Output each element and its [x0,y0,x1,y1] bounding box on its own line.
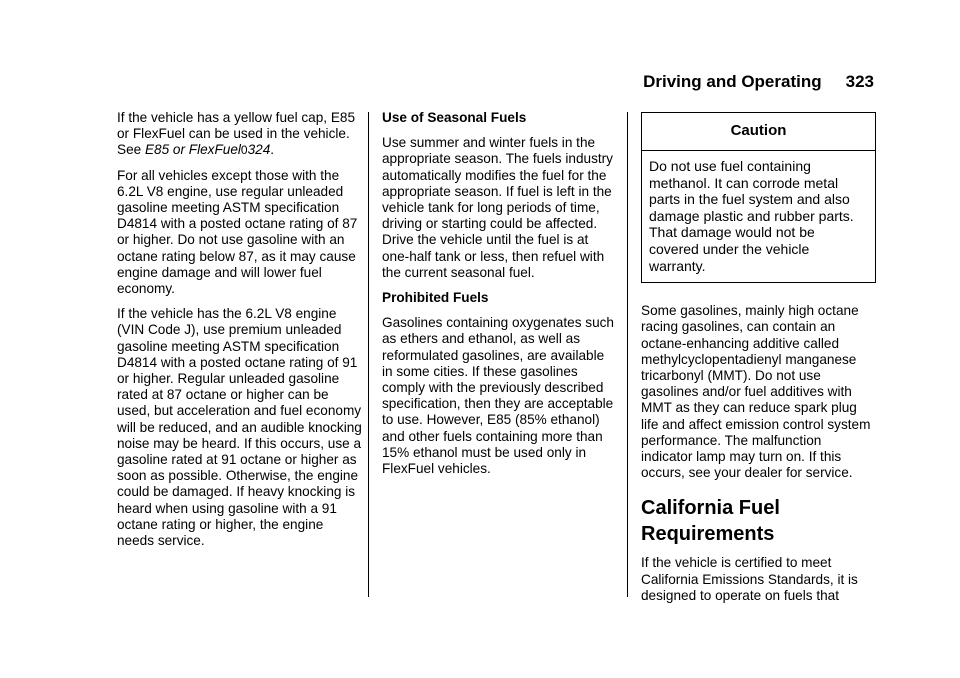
xref-e85-flexfuel[interactable]: E85 or FlexFuel [144,142,241,158]
paragraph-prohibited-fuels: Gasolines containing oxygenates such as ethers and ethanol, as well as reformulated gasolines, are available in some cities. If these gasolines comply with the previously described specification, then they are acceptable to use. However, E85 (85% ethanol) and other fuels containing more than 15% ethanol must be used only in FlexFuel vehicles. [382,315,614,477]
column-divider-left [368,112,369,597]
caution-text: Do not use fuel containing methanol. It can corrode metal parts in the fuel system and also damage plastic and rubber parts. That damage would not be covered under the vehicle warranty. [649,158,854,274]
xref-page-number[interactable]: 324 [247,142,271,158]
heading-prohibited-fuels: Prohibited Fuels [382,290,489,306]
heading-california-fuel: California Fuel Requirements [641,497,780,546]
paragraph-premium-fuel: If the vehicle has the 6.2L V8 engine (VIN Code J), use premium unleaded gasoline meeting ASTM specification D4814 with a posted octane rating of 91 or higher. Regular unleaded gasoline rated at 87 octane or higher can be used, but acceleration and fuel economy will be reduced, and an audible knocking noise may be heard. If this occurs, use a gasoline rated at 91 octane or higher as soon as possible. Otherwise, the engine could be damaged. If heavy knocking is heard when using gasoline with a 91 octane rating or higher, the engine needs service. [117,306,362,549]
section-title-header: Driving and Operating [643,72,822,91]
column-divider-right [627,112,628,597]
column-right [641,110,876,613]
caution-title: Caution [642,113,875,151]
column-left [117,110,362,558]
paragraph-punctuation: . [270,142,275,158]
paragraph-text: If the vehicle has a yellow fuel cap, E85 or FlexFuel can be used in the vehicle. See [117,110,356,158]
caution-box [641,112,876,283]
paragraph-regular-fuel: For all vehicles except those with the 6.2L V8 engine, use regular unleaded gasoline meeting ASTM specification D4814 with a posted octane rating of 87 or higher. Do not use gasoline with an octane rating below 87, as it may cause engine damage and will lower fuel economy. [117,167,358,297]
page-reference-arrow-icon: 0 [240,143,248,158]
page-header [643,72,874,92]
paragraph-fuel-cap [117,110,362,159]
paragraph-california-fuel: If the vehicle is certified to meet California Emissions Standards, it is designed to operate on fuels that [641,555,858,603]
paragraph-seasonal-fuels: Use summer and winter fuels in the appropriate season. The fuels industry automatically modifies the fuel for the appropriate season. If fuel is left in the vehicle tank for long periods of time, driving or starting could be affected. Drive the vehicle until the fuel is at one-half tank or less, then refuel with the current seasonal fuel. [382,135,613,280]
page-number: 323 [845,72,874,91]
column-middle [382,110,614,486]
heading-seasonal-fuels: Use of Seasonal Fuels [382,110,527,125]
paragraph-mmt: Some gasolines, mainly high octane racing gasolines, can contain an octane-enhancing additive called methylcyclopentadienyl manganese tricarbonyl (MMT). Do not use gasolines and/or fuel additives with MMT as they can reduce spark plug life and affect emission control system performance. The malfunction indicator lamp may turn on. If this occurs, see your dealer for service. [641,303,871,481]
